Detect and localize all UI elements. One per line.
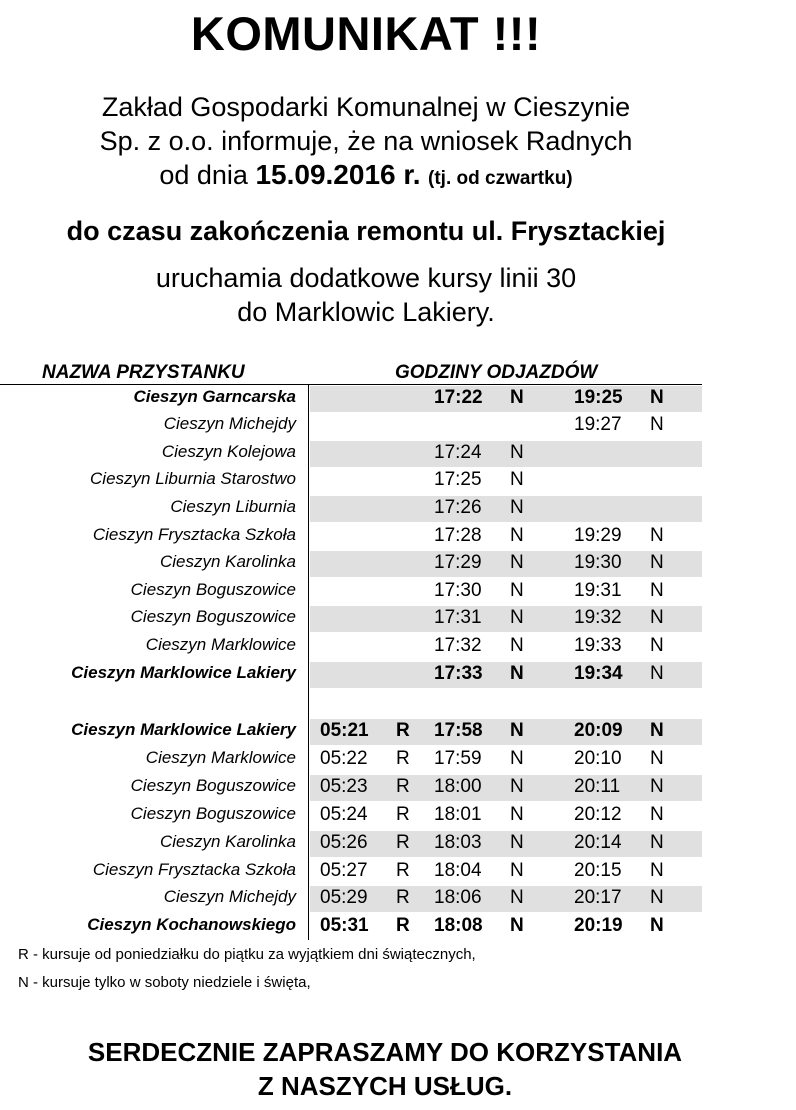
day-marker: N <box>510 832 524 853</box>
departure-time: 20:14 <box>574 832 622 853</box>
table-row <box>0 746 702 774</box>
day-marker: N <box>650 663 664 684</box>
row-shading <box>310 747 702 773</box>
stop-name: Cieszyn Frysztacka Szkoła <box>92 860 296 879</box>
table-row <box>0 885 702 913</box>
departure-time: 19:31 <box>574 580 622 601</box>
day-marker: N <box>650 804 664 825</box>
departure-time: 19:32 <box>574 607 622 628</box>
departure-time: 17:25 <box>434 469 482 490</box>
departure-time: 20:11 <box>574 776 621 797</box>
departure-time: 17:33 <box>434 663 483 684</box>
table-row <box>0 913 702 941</box>
departure-time: 05:24 <box>320 804 368 825</box>
row-shading <box>310 886 702 912</box>
departure-time: 18:03 <box>434 832 482 853</box>
departure-time: 05:21 <box>320 720 369 741</box>
day-marker: N <box>510 469 524 490</box>
departure-time: 19:33 <box>574 635 622 656</box>
day-marker: N <box>510 776 524 797</box>
table-row <box>0 523 702 551</box>
departure-time: 05:31 <box>320 915 369 936</box>
departure-time: 05:27 <box>320 860 368 881</box>
row-shading <box>310 634 702 660</box>
intro-line-3 <box>0 158 732 196</box>
day-marker: R <box>396 860 410 881</box>
table-row <box>0 605 702 633</box>
day-marker: N <box>650 635 664 656</box>
departure-time: 18:00 <box>434 776 482 797</box>
day-marker: N <box>510 552 524 573</box>
closing-line-2: Z NASZYCH USŁUG. <box>257 1071 513 1101</box>
departure-time: 20:09 <box>574 720 623 741</box>
day-marker: N <box>650 748 664 769</box>
stop-name: Cieszyn Marklowice Lakiery <box>71 663 296 682</box>
day-marker: N <box>650 720 664 741</box>
day-marker: N <box>510 887 524 908</box>
departure-time: 17:26 <box>434 497 482 518</box>
departure-time: 19:27 <box>574 414 622 435</box>
departure-time: 20:12 <box>574 804 622 825</box>
day-marker: N <box>650 832 664 853</box>
day-marker: R <box>396 832 410 853</box>
table-row <box>0 830 702 858</box>
stop-name: Cieszyn Boguszowice <box>130 607 296 626</box>
row-shading <box>310 524 702 550</box>
departure-time: 20:17 <box>574 887 622 908</box>
departure-time: 17:32 <box>434 635 482 656</box>
closing-line-1: SERDECZNIE ZAPRASZAMY DO KORZYSTANIA <box>87 1037 683 1067</box>
stop-name: Cieszyn Karolinka <box>159 832 296 851</box>
stop-name: Cieszyn Kochanowskiego <box>87 915 296 934</box>
departure-time: 19:30 <box>574 552 622 573</box>
until-text: do czasu zakończenia remontu ul. Frysztackiej <box>66 216 666 246</box>
row-shading <box>310 831 702 857</box>
stop-name: Cieszyn Boguszowice <box>130 580 296 599</box>
day-marker: N <box>510 442 524 463</box>
table-row <box>0 412 702 440</box>
departure-time: 17:22 <box>434 387 483 408</box>
departure-time: 20:15 <box>574 860 622 881</box>
day-marker: N <box>650 776 664 797</box>
intro-text <box>0 90 732 196</box>
day-marker: N <box>650 860 664 881</box>
departure-time: 18:08 <box>434 915 483 936</box>
day-marker: N <box>510 663 524 684</box>
day-marker: N <box>510 580 524 601</box>
table-row <box>0 802 702 830</box>
stop-name: Cieszyn Boguszowice <box>130 804 296 823</box>
table-row <box>0 774 702 802</box>
table-row <box>0 661 702 689</box>
start-date: 15.09.2016 r. <box>255 159 421 190</box>
day-marker: N <box>510 860 524 881</box>
table-row <box>0 550 702 578</box>
departure-time: 17:30 <box>434 580 482 601</box>
departure-time: 05:23 <box>320 776 368 797</box>
stop-name: Cieszyn Liburnia Starostwo <box>90 469 296 488</box>
day-marker: N <box>650 414 664 435</box>
departure-time: 18:06 <box>434 887 482 908</box>
row-shading <box>310 468 702 494</box>
day-marker: N <box>650 552 664 573</box>
stop-name: Cieszyn Marklowice <box>145 635 296 654</box>
departure-time: 17:59 <box>434 748 482 769</box>
legend-n: N - kursuje tylko w soboty niedziele i święta, <box>18 974 311 991</box>
day-marker: N <box>650 387 664 408</box>
extra-courses-text <box>0 261 732 329</box>
row-shading <box>310 413 702 439</box>
day-marker: R <box>396 887 410 908</box>
stop-name: Cieszyn Kolejowa <box>161 442 296 461</box>
day-marker: R <box>396 748 410 769</box>
day-marker: N <box>650 607 664 628</box>
day-marker: N <box>510 497 524 518</box>
departure-time: 05:26 <box>320 832 368 853</box>
intro-line-1: Zakład Gospodarki Komunalnej w Cieszynie <box>101 92 631 122</box>
extra-line-2: do Marklowic Lakiery. <box>237 297 495 327</box>
table-row <box>0 718 702 746</box>
departure-time: 19:34 <box>574 663 623 684</box>
departure-time: 18:01 <box>434 804 482 825</box>
day-marker: N <box>510 635 524 656</box>
row-shading <box>310 441 702 467</box>
legend-r: R - kursuje od poniedziałku do piątku za wyjątkiem dni świątecznych, <box>18 946 476 963</box>
stop-name: Cieszyn Boguszowice <box>130 776 296 795</box>
table-row <box>0 858 702 886</box>
day-marker: N <box>510 915 524 936</box>
table-row <box>0 440 702 468</box>
departure-time: 17:29 <box>434 552 482 573</box>
day-marker: N <box>510 525 524 546</box>
day-marker: R <box>396 720 410 741</box>
departure-time: 18:04 <box>434 860 482 881</box>
row-shading <box>310 775 702 801</box>
departure-time: 17:31 <box>434 607 482 628</box>
departure-time: 17:58 <box>434 720 483 741</box>
day-marker: N <box>650 580 664 601</box>
stop-name: Cieszyn Garncarska <box>133 387 296 406</box>
stop-name: Cieszyn Michejdy <box>163 414 296 433</box>
row-shading <box>310 551 702 577</box>
stop-name: Cieszyn Karolinka <box>159 552 296 571</box>
row-shading <box>310 662 702 688</box>
departure-time: 17:28 <box>434 525 482 546</box>
departure-time: 19:25 <box>574 387 623 408</box>
stop-name: Cieszyn Marklowice <box>145 748 296 767</box>
row-shading <box>310 386 702 412</box>
table-row <box>0 578 702 606</box>
day-marker: N <box>510 748 524 769</box>
start-date-note: (tj. od czwartku) <box>428 168 573 189</box>
row-shading <box>310 859 702 885</box>
day-marker: N <box>510 387 524 408</box>
departure-time: 20:10 <box>574 748 622 769</box>
closing-text <box>0 1035 770 1103</box>
stop-name: Cieszyn Frysztacka Szkoła <box>92 525 296 544</box>
extra-line-1: uruchamia dodatkowe kursy linii 30 <box>155 263 577 293</box>
stop-name: Cieszyn Michejdy <box>163 887 296 906</box>
intro-line-3-prefix: od dnia <box>159 160 248 190</box>
header-departure-times: GODZINY ODJAZDÓW <box>395 362 598 383</box>
day-marker: N <box>510 720 524 741</box>
row-shading <box>310 606 702 632</box>
day-marker: N <box>510 804 524 825</box>
day-marker: R <box>396 776 410 797</box>
table-row <box>0 495 702 523</box>
departure-time: 17:24 <box>434 442 482 463</box>
table-row <box>0 467 702 495</box>
day-marker: R <box>396 804 410 825</box>
day-marker: N <box>650 915 664 936</box>
day-marker: R <box>396 915 410 936</box>
table-row <box>0 633 702 661</box>
day-marker: N <box>510 607 524 628</box>
row-shading <box>310 496 702 522</box>
stop-name: Cieszyn Marklowice Lakiery <box>71 720 296 739</box>
header-stop-name: NAZWA PRZYSTANKU <box>42 362 245 383</box>
row-shading <box>310 579 702 605</box>
intro-line-2: Sp. z o.o. informuje, że na wniosek Radnych <box>99 126 633 156</box>
departure-time: 20:19 <box>574 915 623 936</box>
day-marker: N <box>650 525 664 546</box>
departure-time: 19:29 <box>574 525 622 546</box>
departure-time: 05:22 <box>320 748 368 769</box>
table-row <box>0 385 702 413</box>
stop-name: Cieszyn Liburnia <box>170 497 296 516</box>
row-shading <box>310 803 702 829</box>
departure-time: 05:29 <box>320 887 368 908</box>
page-title: KOMUNIKAT !!! <box>190 7 542 60</box>
day-marker: N <box>650 887 664 908</box>
